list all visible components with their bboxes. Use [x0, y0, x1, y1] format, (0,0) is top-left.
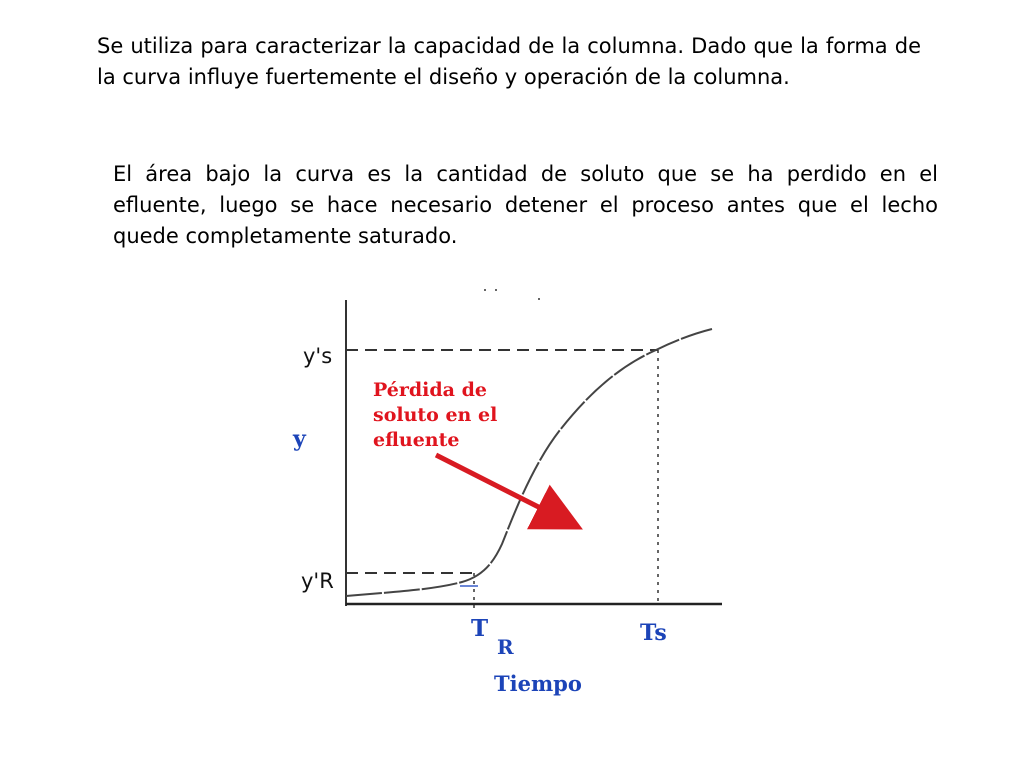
- t-r-subscript: R: [497, 635, 514, 659]
- x-axis-label: Tiempo: [494, 671, 582, 696]
- description-paragraph-1: Se utiliza para caracterizar la capacidad de la columna. Dado que la forma de la curva influye fuertemente el diseño y operación de la columna.: [97, 34, 921, 89]
- loss-annotation-line-1: Pérdida de: [373, 379, 487, 401]
- description-paragraph-2: El área bajo la curva es la cantidad de soluto que se ha perdido en el efluente, luego se hace necesario detener el proceso antes que el lecho quede completamente saturado.: [113, 162, 938, 248]
- annotation-arrow: [436, 455, 574, 525]
- t-r-label: T: [471, 615, 489, 642]
- y-s-label: y's: [303, 344, 333, 368]
- y-r-label: y'R: [301, 569, 334, 593]
- loss-annotation-line-2: soluto en el: [373, 404, 498, 426]
- loss-annotation-line-3: efluente: [373, 429, 460, 451]
- y-axis-label: y: [293, 426, 306, 452]
- breakthrough-curve: [346, 329, 712, 596]
- t-s-label: Ts: [640, 620, 667, 646]
- scan-artifacts: [484, 289, 540, 300]
